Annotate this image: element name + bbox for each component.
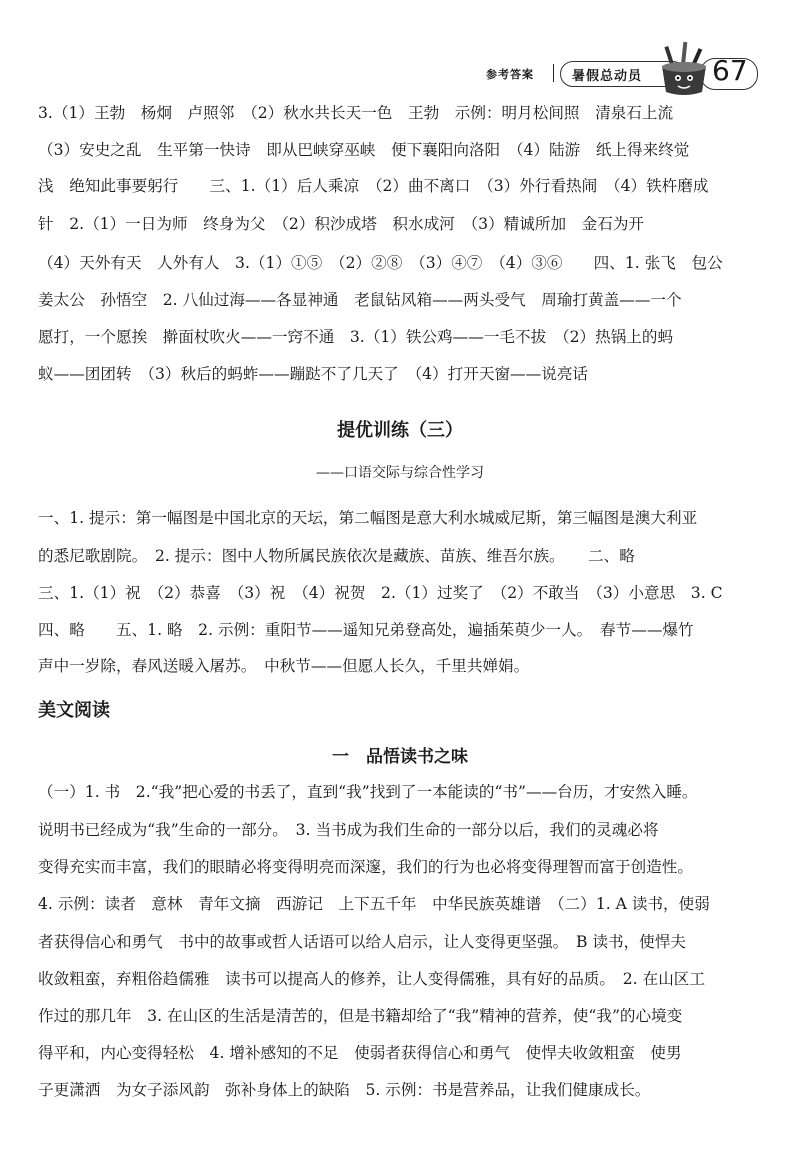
answer-line: 收敛粗蛮，弃粗俗趋儒雅 读书可以提高人的修养，让人变得儒雅，具有好的品质。 2. 在山区工 — [38, 970, 705, 988]
answer-line: 变得充实而丰富，我们的眼睛必将变得明亮而深邃，我们的行为也必将变得理智而富于创造性。 — [38, 858, 693, 876]
answer-line: 三、1.（1）祝 （2）恭喜 （3）祝 （4）祝贺 2.（1）过奖了 （2）不敢当 （3）小意思 3. C — [38, 584, 723, 602]
answer-line: （3）安史之乱 生平第一快诗 即从巴峡穿巫峡 便下襄阳向洛阳 （4）陆游 纸上得来终觉 — [38, 141, 690, 159]
answer-line: 作过的那几年 3. 在山区的生活是清苦的，但是书籍却给了“我”精神的营养，使“我”的心境变 — [38, 1007, 683, 1025]
answer-line: 者获得信心和勇气 书中的故事或哲人话语可以给人启示，让人变得更坚强。 B 读书，使悍夫 — [38, 933, 686, 951]
answer-line: （一）1. 书 2.“我”把心爱的书丢了，直到“我”找到了一本能读的“书”——台历，才安然入睡。 — [38, 783, 698, 801]
pencil-cup-mascot-icon — [654, 40, 714, 98]
answer-line: （4）天外有天 人外有人 3.（1）①⑤ （2）②⑧ （3）④⑦ （4）③⑥ 四、1. 张飞 包公 — [38, 254, 723, 272]
book-title: 暑假总动员 — [572, 69, 643, 84]
answer-line: 愿打，一个愿挨 擀面杖吹火——一窍不通 3.（1）铁公鸡——一毛不拔 （2）热锅上的蚂 — [38, 328, 674, 346]
answer-line: 针 2.（1）一日为师 终身为父 （2）积沙成塔 积水成河 （3）精诚所加 金石为开 — [38, 215, 645, 233]
answer-line: 浅 绝知此事要躬行 三、1.（1）后人乘凉 （2）曲不离口 （3）外行看热闹 （4）铁杵磨成 — [38, 177, 709, 195]
answer-line: 4. 示例：读者 意林 青年文摘 西游记 上下五千年 中华民族英雄谱 （二）1. A 读书，使弱 — [38, 895, 710, 913]
answer-line: 姜太公 孙悟空 2. 八仙过海——各显神通 老鼠钻风箱——两头受气 周瑜打黄盖——一个 — [38, 291, 682, 309]
page-header — [0, 40, 800, 100]
answer-line: 子更潇洒 为女子添风韵 弥补身体上的缺陷 5. 示例：书是营养品，让我们健康成长。 — [38, 1081, 651, 1099]
training-title: 提优训练（三） — [337, 420, 463, 441]
answer-line: 声中一岁除，春风送暖入屠苏。 中秋节——但愿人长久，千里共婵娟。 — [38, 657, 530, 675]
header-divider — [553, 64, 554, 82]
chapter-title: 一 品悟读书之味 — [332, 747, 468, 767]
answer-line: 的悉尼歌剧院。 2. 提示：图中人物所属民族依次是藏族、苗族、维吾尔族。 二、略 — [38, 547, 635, 565]
page-number: 67 — [712, 54, 748, 87]
reference-answer-label: 参考答案 — [486, 68, 534, 81]
answer-line: 3.（1）王勃 杨炯 卢照邻 （2）秋水共长天一色 王勃 示例：明月松间照 清泉石上流 — [38, 104, 674, 122]
answer-line: 说明书已经成为“我”生命的一部分。 3. 当书成为我们生命的一部分以后，我们的灵魂必将 — [38, 821, 659, 839]
answer-line: 得平和，内心变得轻松 4. 增补感知的不足 使弱者获得信心和勇气 使悍夫收敛粗蛮 使男 — [38, 1044, 682, 1062]
section-heading: 美文阅读 — [38, 700, 110, 721]
answer-line: 四、略 五、1. 略 2. 示例：重阳节——遥知兄弟登高处，遍插茱萸少一人。 春节——爆竹 — [38, 621, 694, 639]
answer-line: 蚁——团团转 （3）秋后的蚂蚱——蹦跶不了几天了 （4）打开天窗——说亮话 — [38, 365, 589, 383]
answer-line: 一、1. 提示：第一幅图是中国北京的天坛，第二幅图是意大利水城威尼斯，第三幅图是澳大利亚 — [38, 509, 698, 527]
training-subtitle: ——口语交际与综合性学习 — [316, 465, 484, 481]
